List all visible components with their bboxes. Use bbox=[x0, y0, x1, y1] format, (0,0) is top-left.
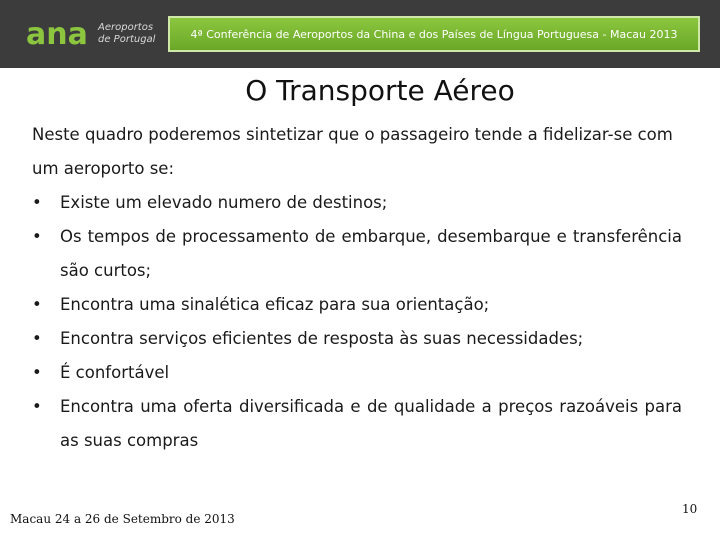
bullet-text: Existe um elevado numero de destinos; bbox=[60, 193, 388, 212]
svg-text:ana: ana bbox=[26, 18, 88, 50]
ana-logo-mark bbox=[26, 18, 92, 50]
slide-title: O Transporte Aéreo bbox=[245, 74, 515, 107]
bullet-text: Os tempos de processamento de embarque, desembarque e transferência são curtos; bbox=[60, 227, 682, 280]
logo-subtitle bbox=[98, 22, 155, 46]
ana-logo bbox=[26, 18, 155, 50]
logo-subtitle-line-2: de Portugal bbox=[98, 34, 156, 45]
bullet-text: É confortável bbox=[60, 363, 170, 382]
bullet-dot: • bbox=[32, 295, 42, 314]
bullet-text: Encontra uma oferta diversificada e de qualidade a preços razoáveis para as suas compras bbox=[60, 397, 682, 450]
bullet-dot: • bbox=[32, 193, 42, 212]
logo-subtitle-line-1: Aeroportos bbox=[98, 22, 154, 33]
bullet-dot: • bbox=[32, 363, 42, 382]
bullet-dot: • bbox=[32, 329, 42, 348]
bullet-dot: • bbox=[32, 397, 42, 416]
slide-body bbox=[32, 118, 682, 458]
conference-banner bbox=[168, 16, 700, 52]
bullet-dot: • bbox=[32, 227, 42, 246]
bullet-item bbox=[32, 322, 682, 356]
bullet-item bbox=[32, 390, 682, 458]
footer-date: Macau 24 a 26 de Setembro de 2013 bbox=[10, 512, 235, 526]
bullet-item bbox=[32, 288, 682, 322]
bullet-item bbox=[32, 186, 682, 220]
header-bar bbox=[0, 0, 720, 68]
conference-banner-text: 4ª Conferência de Aeroportos da China e dos Países de Língua Portuguesa - Macau 2013 bbox=[190, 27, 678, 41]
page-number: 10 bbox=[682, 502, 698, 516]
bullet-item bbox=[32, 220, 682, 288]
intro-paragraph: Neste quadro poderemos sintetizar que o passageiro tende a fidelizar-se com um aeroporto se: bbox=[32, 125, 673, 178]
bullet-text: Encontra serviços eficientes de resposta às suas necessidades; bbox=[60, 329, 584, 348]
bullet-text: Encontra uma sinalética eficaz para sua orientação; bbox=[60, 295, 490, 314]
bullet-item bbox=[32, 356, 682, 390]
